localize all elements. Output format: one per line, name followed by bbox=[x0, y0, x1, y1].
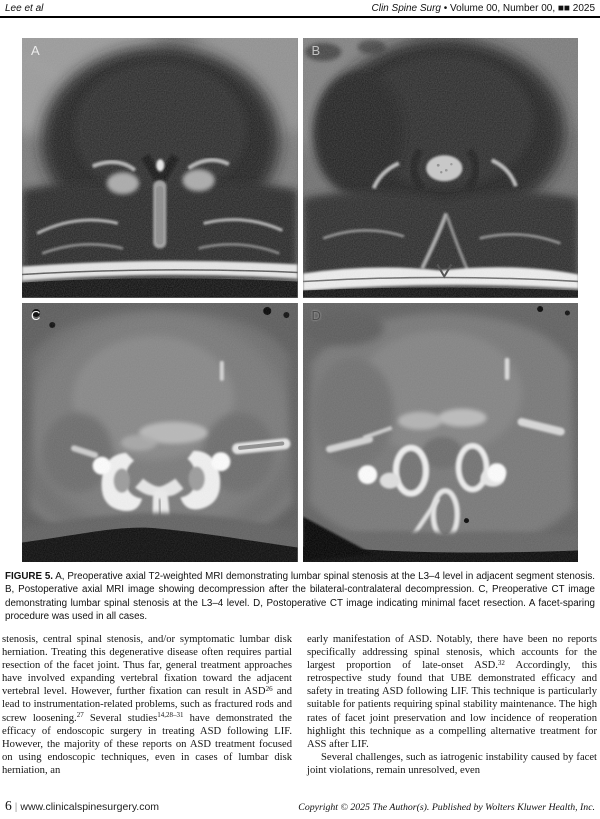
panel-label-a: A bbox=[31, 43, 40, 58]
right-column bbox=[307, 633, 597, 777]
panel-b-postop-mri bbox=[303, 38, 579, 298]
header-rule bbox=[0, 16, 600, 18]
journal-issue: • Volume 00, Number 00, ■■ 2025 bbox=[441, 3, 595, 14]
mri-postop-image bbox=[303, 38, 579, 298]
figure-5 bbox=[22, 38, 578, 562]
page-footer bbox=[5, 796, 595, 814]
panel-label-c: C bbox=[31, 307, 41, 323]
figure-panel-grid bbox=[22, 38, 578, 562]
page-number: 6 bbox=[5, 798, 12, 813]
footer-left bbox=[5, 798, 159, 814]
running-author: Lee et al bbox=[5, 3, 44, 14]
ct-preop-image bbox=[22, 303, 298, 563]
figure-caption bbox=[5, 570, 595, 624]
figure-caption-label: FIGURE 5. bbox=[5, 571, 53, 582]
copyright-notice: Copyright © 2025 The Author(s). Published by Wolters Kluwer Health, Inc. bbox=[298, 802, 595, 813]
page-header bbox=[5, 3, 595, 16]
journal-name: Clin Spine Surg bbox=[371, 3, 441, 14]
panel-c-preop-ct bbox=[22, 303, 298, 563]
panel-label-d: D bbox=[311, 307, 321, 323]
running-journal-line bbox=[372, 3, 595, 14]
panel-label-b: B bbox=[311, 43, 321, 58]
footer-separator: | bbox=[14, 802, 18, 813]
journal-website-link[interactable]: www.clinicalspinesurgery.com bbox=[20, 801, 160, 813]
panel-d-postop-ct bbox=[303, 303, 579, 563]
panel-a-preop-mri bbox=[22, 38, 298, 298]
ct-postop-image bbox=[303, 303, 579, 563]
right-column-paragraph-1: early manifestation of ASD. Notably, there have been no reports specifically addressing spinal stenosis, which accounts for the largest proportion of late-onset ASD.$^{32}$ Accordingly, this retrospective study found that UBE demonstrated efficacy and safety in treating ASD following LIF. This technique is particularly suitable for patients requiring spinal stability maintenance. The high rates of facet joint preservation and low incidence of reoperation highlight this technique as a compelling alternative treatment for ASS after LIF. bbox=[307, 634, 597, 750]
figure-caption-text: A, Preoperative axial T2-weighted MRI demonstrating lumbar spinal stenosis at the L3–4 level in adjacent segment stenosis. B, Postoperative axial MRI image showing decompression after the bilateral-contralateral decompression. C, Preoperative CT image demonstrating lumbar spinal stenosis at the L3–4 level. D, Postoperative CT image indicating minimal facet resection. A facet-sparing procedure was used in all cases. bbox=[5, 571, 596, 623]
body-columns bbox=[2, 633, 598, 777]
left-column-paragraph: stenosis, central spinal stenosis, and/or symptomatic lumbar disk herniation. Treating this degenerative disease often requires partial resection of the facet joint. Thus far, general treatment approaches have involved expanding vertebral fixation toward the adjacent vertebral level. However, further fixation can result in ASD$^{26}$ and lead to instrumentation-related problems, such as fractured rods and screw loosening.$^{27}$ Several studies$^{14,28-31}$ have demonstrated the efficacy of endoscopic surgery in treating ASD following LIF. However, the majority of these reports on ASD treatment focused on using endoscopic techniques, even in cases of lumbar disk herniation, an bbox=[2, 634, 292, 776]
left-column bbox=[2, 633, 292, 777]
right-column-paragraph-2: Several challenges, such as iatrogenic instability caused by facet joint violations, remain unresolved, even bbox=[307, 751, 597, 776]
mri-preop-image bbox=[22, 38, 298, 298]
